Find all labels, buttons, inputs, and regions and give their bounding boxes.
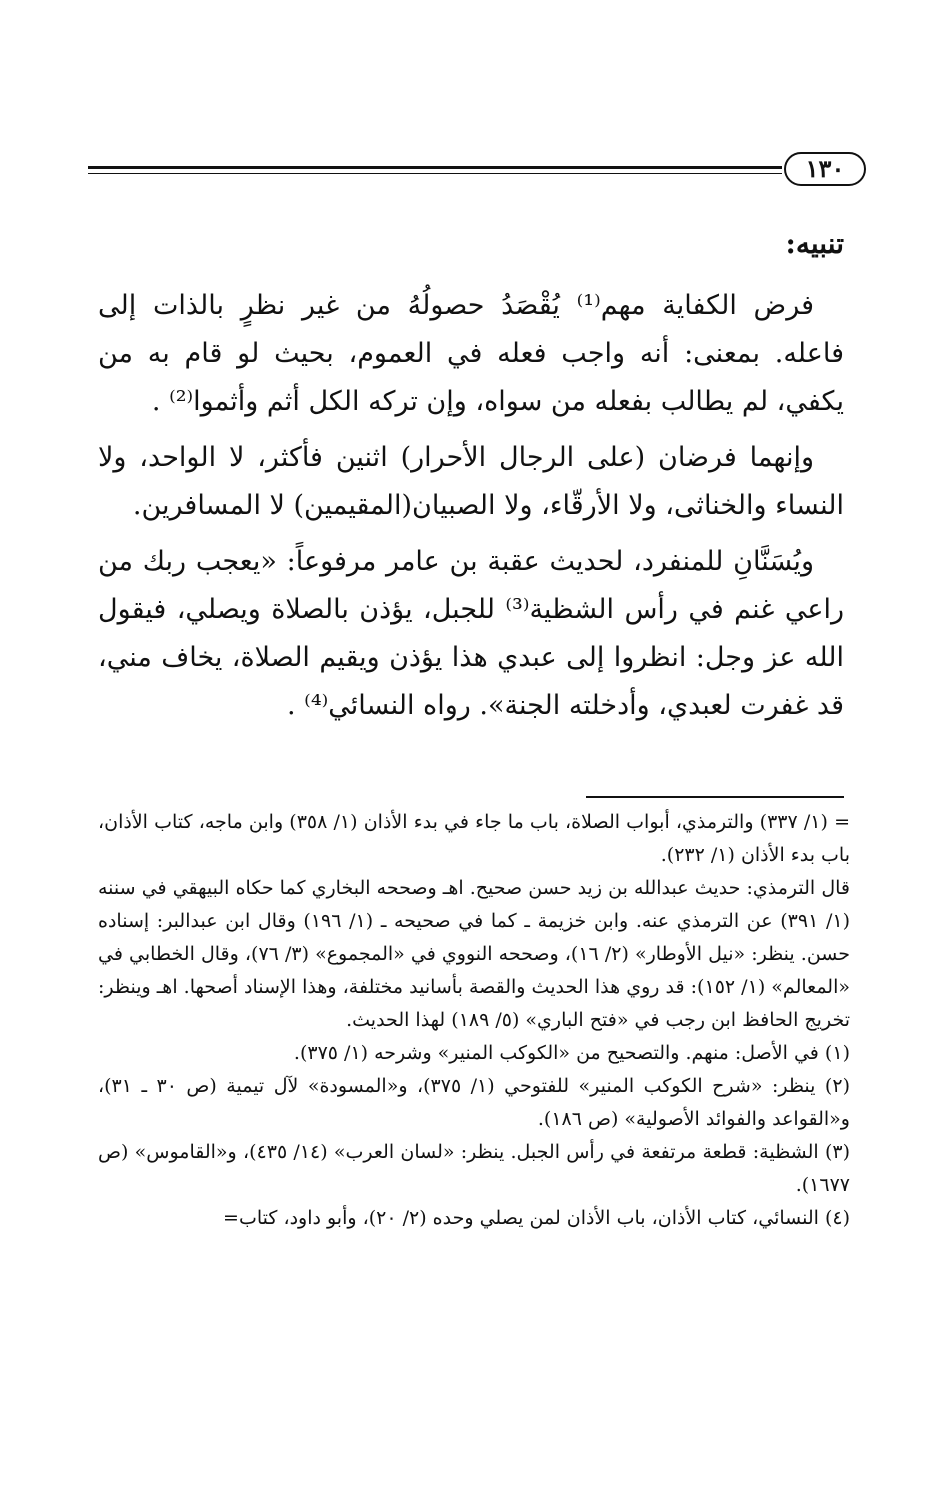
page-number: ١٣٠ xyxy=(784,152,866,186)
footnote-continuation: = (١/ ٣٣٧) والترمذي، أبواب الصلاة، باب ما جاء في بدء الأذان (١/ ٣٥٨) وابن ماجه، كتاب الأذان، باب بدء الأذان (١/ ٢٣٢). xyxy=(98,811,851,866)
footnote-1: (١) في الأصل: منهم. والتصحيح من «الكوكب المنير» وشرحه (١/ ٣٧٥). xyxy=(293,1042,850,1064)
paragraph-3: ويُسَنَّانِ للمنفرد، لحديث عقبة بن عامر مرفوعاً: «يعجب ربك من راعي غنم في رأس الشظية⁽³⁾ للجبل، يؤذن بالصلاة ويصلي، فيقول الله عز وجل: انظروا إلى عبدي هذا يؤذن ويقيم الصلاة، يخاف مني، قد غفرت لعبدي، وأدخلته الجنة». رواه النسائي⁽⁴⁾ . xyxy=(98,546,844,721)
footnote-3: (٣) الشظية: قطعة مرتفعة في رأس الجبل. ينظر: «لسان العرب» (١٤/ ٤٣٥)، و«القاموس» (ص ١٦٧٧). xyxy=(98,1141,850,1196)
footnote-continuation: قال الترمذي: حديث عبدالله بن زيد حسن صحيح. اهـ وصححه البخاري كما حكاه البيهقي في سننه (١/ ٣٩١) عن الترمذي عنه. وابن خزيمة ـ كما في صحيحه ـ (١/ ١٩٦) وقال ابن عبدالبر: إسناده حسن. ينظر: «نيل الأوطار» (٢/ ١٦)، وصححه النووي في «المجموع» (٣/ ٧٦)، وقال الخطابي في «المعالم» (١/ ١٥٢): قد روي هذا الحديث والقصة بأسانيد مختلفة، وهذا الإسناد أصحها. اهـ وينظر: تخريج الحافظ ابن رجب في «فتح الباري» (٥/ ١٨٩) لهذا الحديث. xyxy=(98,877,850,1031)
footnote-separator xyxy=(586,796,844,798)
paragraph-2: وإنهما فرضان (على الرجال الأحرار) اثنين فأكثر، لا الواحد، ولا النساء والخناثى، ولا الأرقّاء، ولا الصبيان(المقيمين) لا المسافرين. xyxy=(98,442,844,521)
footnote-4: (٤) النسائي، كتاب الأذان، باب الأذان لمن يصلي وحده (٢/ ٢٠)، وأبو داود، كتاب= xyxy=(223,1207,850,1229)
header-rule xyxy=(88,166,782,174)
page-header xyxy=(88,152,866,192)
footnotes xyxy=(98,806,850,1235)
footnote-2: (٢) ينظر: «شرح الكوكب المنير» للفتوحي (١/ ٣٧٥)، و«المسودة» لآل تيمية (ص ٣٠ ـ ٣١)، و«القواعد والفوائد الأصولية» (ص ١٨٦). xyxy=(98,1075,850,1130)
paragraph-1: فرض الكفاية مهم⁽¹⁾ يُقْصَدُ حصولُهُ من غير نظرٍ بالذات إلى فاعله. بمعنى: أنه واجب فعله في العموم، بحيث لو قام به من يكفي، لم يطالب بفعله من سواه، وإن تركه الكل أثم وأثموا⁽²⁾ . xyxy=(98,290,844,417)
section-heading: تنبيه: xyxy=(785,227,844,260)
main-text xyxy=(98,220,844,738)
